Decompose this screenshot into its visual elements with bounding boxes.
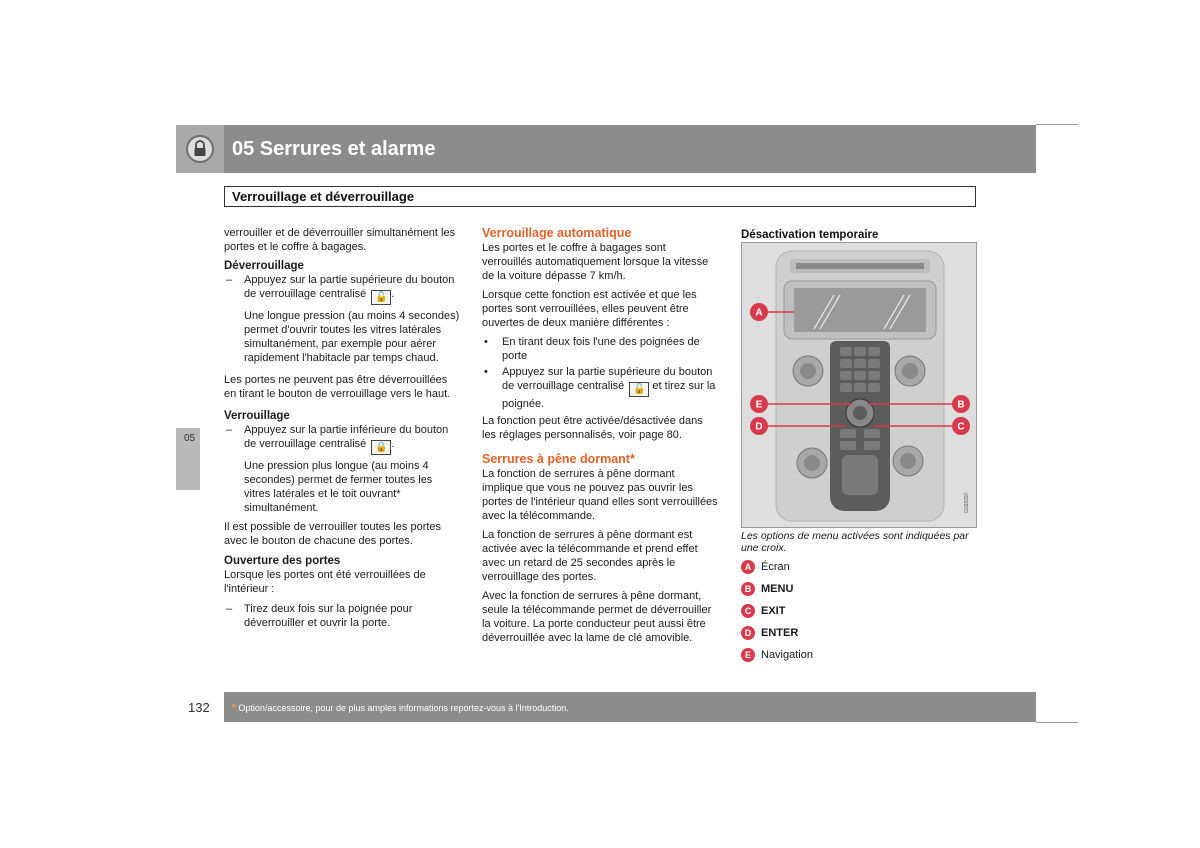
heading-temp-deactivation: Désactivation temporaire (741, 229, 879, 241)
svg-text:B: B (957, 399, 965, 411)
heading-open-doors: Ouverture des portes (224, 555, 341, 567)
column-left (224, 226, 460, 630)
legend-label-c: EXIT (761, 605, 786, 617)
intro-paragraph: verrouiller et de déverrouiller simultanément les portes et le coffre à bagages. (224, 227, 456, 253)
unlock-button-icon-2: 🔓 (629, 382, 649, 397)
auto-bullet-2-text-b: et tirez sur la poignée. (502, 380, 716, 410)
auto-bullet-1: • En tirant deux fois l'une des poignées de porte (482, 335, 718, 363)
lock-step: – Appuyez sur la partie inférieure du bouton de verrouillage centralisé 🔒 . (224, 423, 460, 455)
heading-lock: Verrouillage (224, 410, 290, 422)
chapter-side-tab-label: 05 (184, 433, 196, 444)
legend-label-b: MENU (761, 583, 794, 595)
legend-marker-b: B (741, 582, 755, 596)
legend-item-d (741, 622, 813, 644)
figure-legend (741, 556, 813, 666)
auto-paragraph-1: Les portes et le coffre à bagages sont verrouillés automatiquement lorsque la vitesse de la voiture dépasse 7 km/h. (482, 242, 709, 282)
legend-item-b (741, 578, 813, 600)
legend-marker-d: D (741, 626, 755, 640)
chapter-title: 05 Serrures et alarme (232, 138, 436, 160)
page-number: 132 (188, 700, 210, 715)
deadlock-paragraph-1: La fonction de serrures à pêne dormant implique que vous ne pouvez pas ouvrir les portes de l'intérieur quand elles sont verrouillées avec la télécommande. (482, 468, 718, 522)
legend-marker-e: E (741, 648, 755, 662)
lock-step-text: Appuyez sur la partie inférieure du bouton de verrouillage centralisé (244, 424, 449, 450)
footnote-text: Option/accessoire, pour de plus amples informations reportez-vous à l'Introduction. (238, 703, 569, 713)
unlock-step: – Appuyez sur la partie supérieure du bouton de verrouillage centralisé 🔓 . (224, 273, 460, 305)
unlock-button-icon: 🔓 (371, 290, 391, 305)
footer-rule (1036, 722, 1078, 723)
heading-deadlock: Serrures à pêne dormant* (482, 452, 635, 466)
svg-text:C: C (957, 421, 965, 433)
svg-text:A: A (755, 307, 763, 319)
heading-auto-lock: Verrouillage automatique (482, 226, 632, 240)
unlock-note: Une longue pression (au moins 4 secondes) permet d'ouvrir toutes les vitres latérales simultanément, par exemple pour aérer rapidement l'habitacle par temps chaud. (244, 310, 460, 364)
auto-paragraph-2: Lorsque cette fonction est activée et que les portes sont verrouillées, elles peuvent être ouvertes de deux manière différentes : (482, 289, 697, 329)
legend-label-e: Navigation (761, 649, 813, 661)
open-paragraph: Lorsque les portes ont été verrouillées de l'intérieur : (224, 569, 426, 595)
center-console-illustration (742, 243, 977, 528)
lock-icon (186, 135, 214, 163)
lock-paragraph: Il est possible de verrouiller toutes les portes avec le bouton de chacune des portes. (224, 521, 442, 547)
auto-paragraph-3: La fonction peut être activée/désactivée dans les réglages personnalisés, voir page 80. (482, 415, 703, 441)
legend-item-a (741, 556, 813, 578)
figure-code: G020297 (964, 492, 970, 513)
center-console-figure (741, 242, 977, 528)
legend-label-a: Écran (761, 561, 790, 573)
column-right (741, 228, 977, 242)
auto-bullet-2 (482, 365, 718, 411)
legend-label-d: ENTER (761, 627, 799, 639)
footnote-star: * (232, 703, 236, 714)
legend-item-c (741, 600, 813, 622)
figure-caption: Les options de menu activées sont indiquées par une croix. (741, 530, 969, 554)
legend-marker-c: C (741, 604, 755, 618)
top-rule (1036, 124, 1078, 125)
lock-note: Une pression plus longue (au moins 4 secondes) permet de fermer toutes les vitres latérales et le toit ouvrant* simultanément. (244, 460, 433, 514)
svg-text:D: D (755, 421, 763, 433)
heading-unlock: Déverrouillage (224, 260, 304, 272)
lock-button-icon: 🔒 (371, 440, 391, 455)
auto-bullet-2-text-a: Appuyez sur la partie supérieure du bouton de verrouillage centralisé (502, 366, 713, 392)
svg-text:E: E (755, 399, 763, 411)
section-title: Verrouillage et déverrouillage (232, 189, 415, 204)
legend-item-e (741, 644, 813, 666)
legend-marker-a: A (741, 560, 755, 574)
unlock-step-text: Appuyez sur la partie supérieure du bouton de verrouillage centralisé (244, 274, 455, 300)
deadlock-paragraph-2: La fonction de serrures à pêne dormant est activée avec la télécommande et prend effet avec un retard de 25 secondes après le verrouillage des portes. (482, 529, 698, 583)
footnote (232, 703, 569, 714)
open-step: – Tirez deux fois sur la poignée pour déverrouiller et ouvrir la porte. (224, 602, 460, 630)
column-middle (482, 226, 718, 650)
unlock-paragraph: Les portes ne peuvent pas être déverrouillées en tirant le bouton de verrouillage vers le haut. (224, 374, 451, 400)
deadlock-paragraph-3: Avec la fonction de serrures à pêne dormant, seule la télécommande permet de déverrouiller la voiture. La porte conducteur peut aussi être déverrouillée avec la lame de clé amovible. (482, 590, 712, 644)
